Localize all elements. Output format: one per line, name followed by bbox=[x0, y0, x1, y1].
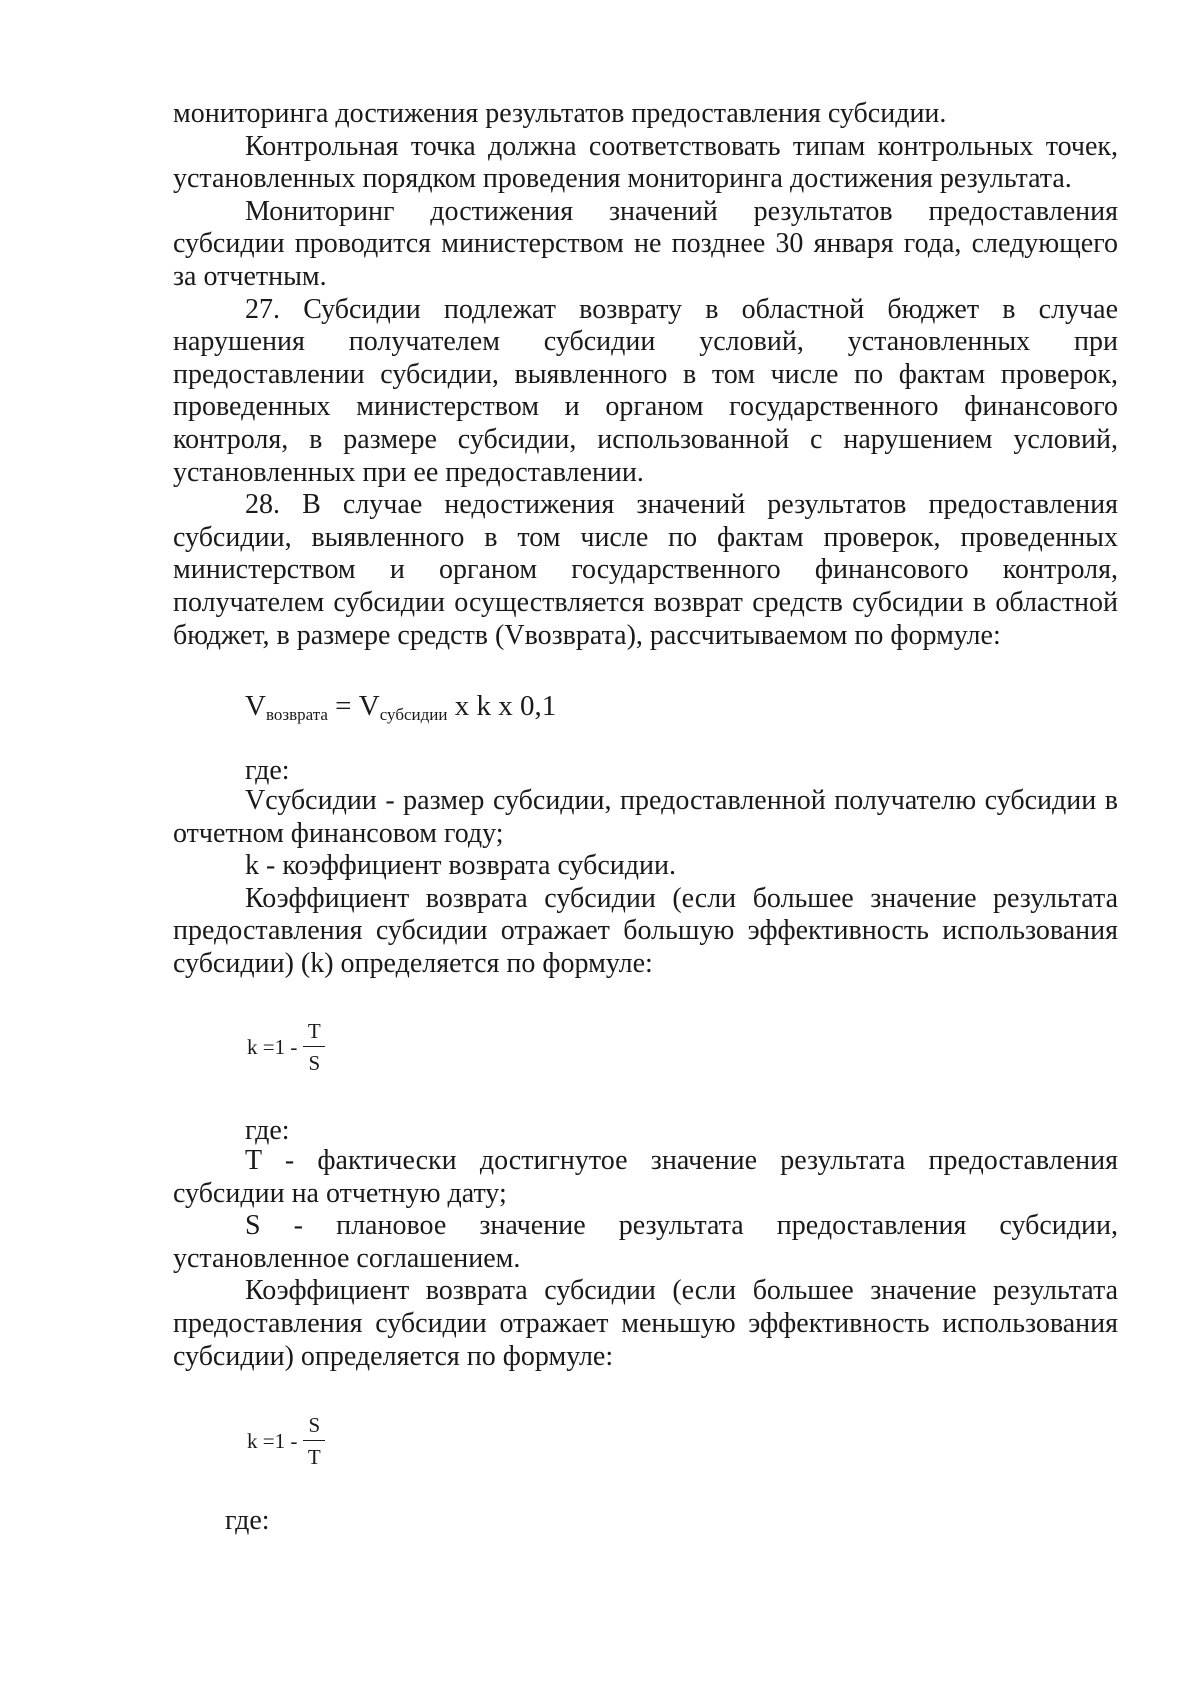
formula-v-subsidy-sub: субсидии bbox=[379, 705, 448, 724]
formula-v-return-sub: возврата bbox=[265, 705, 328, 724]
paragraph-monitoring-deadline: Мониторинг достижения значений результатов предоставления субсидии проводится министерством не позднее 30 января года, следующего за отчетным. bbox=[173, 195, 1118, 292]
fraction-bar bbox=[303, 1046, 325, 1047]
formula-k-lhs-1: k =1 - bbox=[247, 1034, 298, 1059]
fraction-s-over-t bbox=[303, 1412, 325, 1470]
formula-k-lhs-2: k =1 - bbox=[247, 1428, 298, 1453]
paragraph-t-def: T - фактически достигнутое значение результата предоставления субсидии на отчетную дату; bbox=[173, 1145, 1118, 1209]
paragraph-monitoring-end: мониторинга достижения результатов предоставления субсидии. bbox=[173, 98, 947, 129]
paragraph-s-def: S - плановое значение результата предоставления субсидии, установленное соглашением. bbox=[173, 1210, 1118, 1274]
paragraph-v-subsidy-def: Vсубсидии - размер субсидии, предоставленной получателю субсидии в отчетном финансовом году; bbox=[173, 785, 1118, 849]
text-section-3 bbox=[173, 1145, 1118, 1373]
formula-multiplier: x k x 0,1 bbox=[447, 690, 557, 722]
fraction-numerator-t: T bbox=[307, 1019, 321, 1043]
where-label-3: где: bbox=[225, 1505, 270, 1536]
formula-v-subsidy: V bbox=[358, 690, 380, 722]
formula-k-s-over-t bbox=[247, 1412, 325, 1470]
formula-return-amount bbox=[245, 690, 556, 725]
paragraph-control-point: Контрольная точка должна соответствовать типам контрольных точек, установленных порядком проведения мониторинга достижения результата. bbox=[173, 130, 1118, 195]
paragraph-k-def: k - коэффициент возврата субсидии. bbox=[245, 850, 677, 882]
paragraph-k-formula-intro-1: Коэффициент возврата субсидии (если большее значение результата предоставления субсидии отражает большую эффективность использования субсидии) (k) определяется по формуле: bbox=[173, 882, 1118, 979]
paragraph-k-formula-intro-2: Коэффициент возврата субсидии (если большее значение результата предоставления субсидии отражает меньшую эффективность использования субсидии) определяется по формуле: bbox=[173, 1275, 1118, 1372]
paragraph-27: 27. Субсидии подлежат возврату в областной бюджет в случае нарушения получателем субсидии условий, установленных при предоставлении субсидии, выявленного в том числе по фактам проверок, проведенных министерством и органом государственного финансового контроля, в размере субсидии, использованной с нарушением условий, установленных при ее предоставлении. bbox=[173, 293, 1118, 488]
where-label-1: где: bbox=[245, 755, 290, 786]
text-section-2 bbox=[173, 785, 1118, 981]
formula-v-return: V bbox=[245, 690, 266, 722]
text-section-1 bbox=[173, 98, 1118, 652]
fraction-denominator-t: T bbox=[307, 1445, 321, 1469]
where-label-2: где: bbox=[245, 1115, 290, 1146]
fraction-t-over-s bbox=[303, 1018, 325, 1076]
fraction-denominator-s: S bbox=[308, 1051, 321, 1075]
paragraph-28: 28. В случае недостижения значений результатов предоставления субсидии, выявленного в том числе по фактам проверок, проведенных министерством и органом государственного финансового контроля, получателем субсидии осуществляется возврат средств субсидии в областной бюджет, в размере средств (Vвозврата), рассчитываемом по формуле: bbox=[173, 489, 1118, 651]
fraction-bar bbox=[303, 1440, 325, 1441]
formula-equals: = bbox=[327, 690, 359, 722]
formula-k-t-over-s bbox=[247, 1018, 325, 1076]
fraction-numerator-s: S bbox=[308, 1413, 321, 1437]
